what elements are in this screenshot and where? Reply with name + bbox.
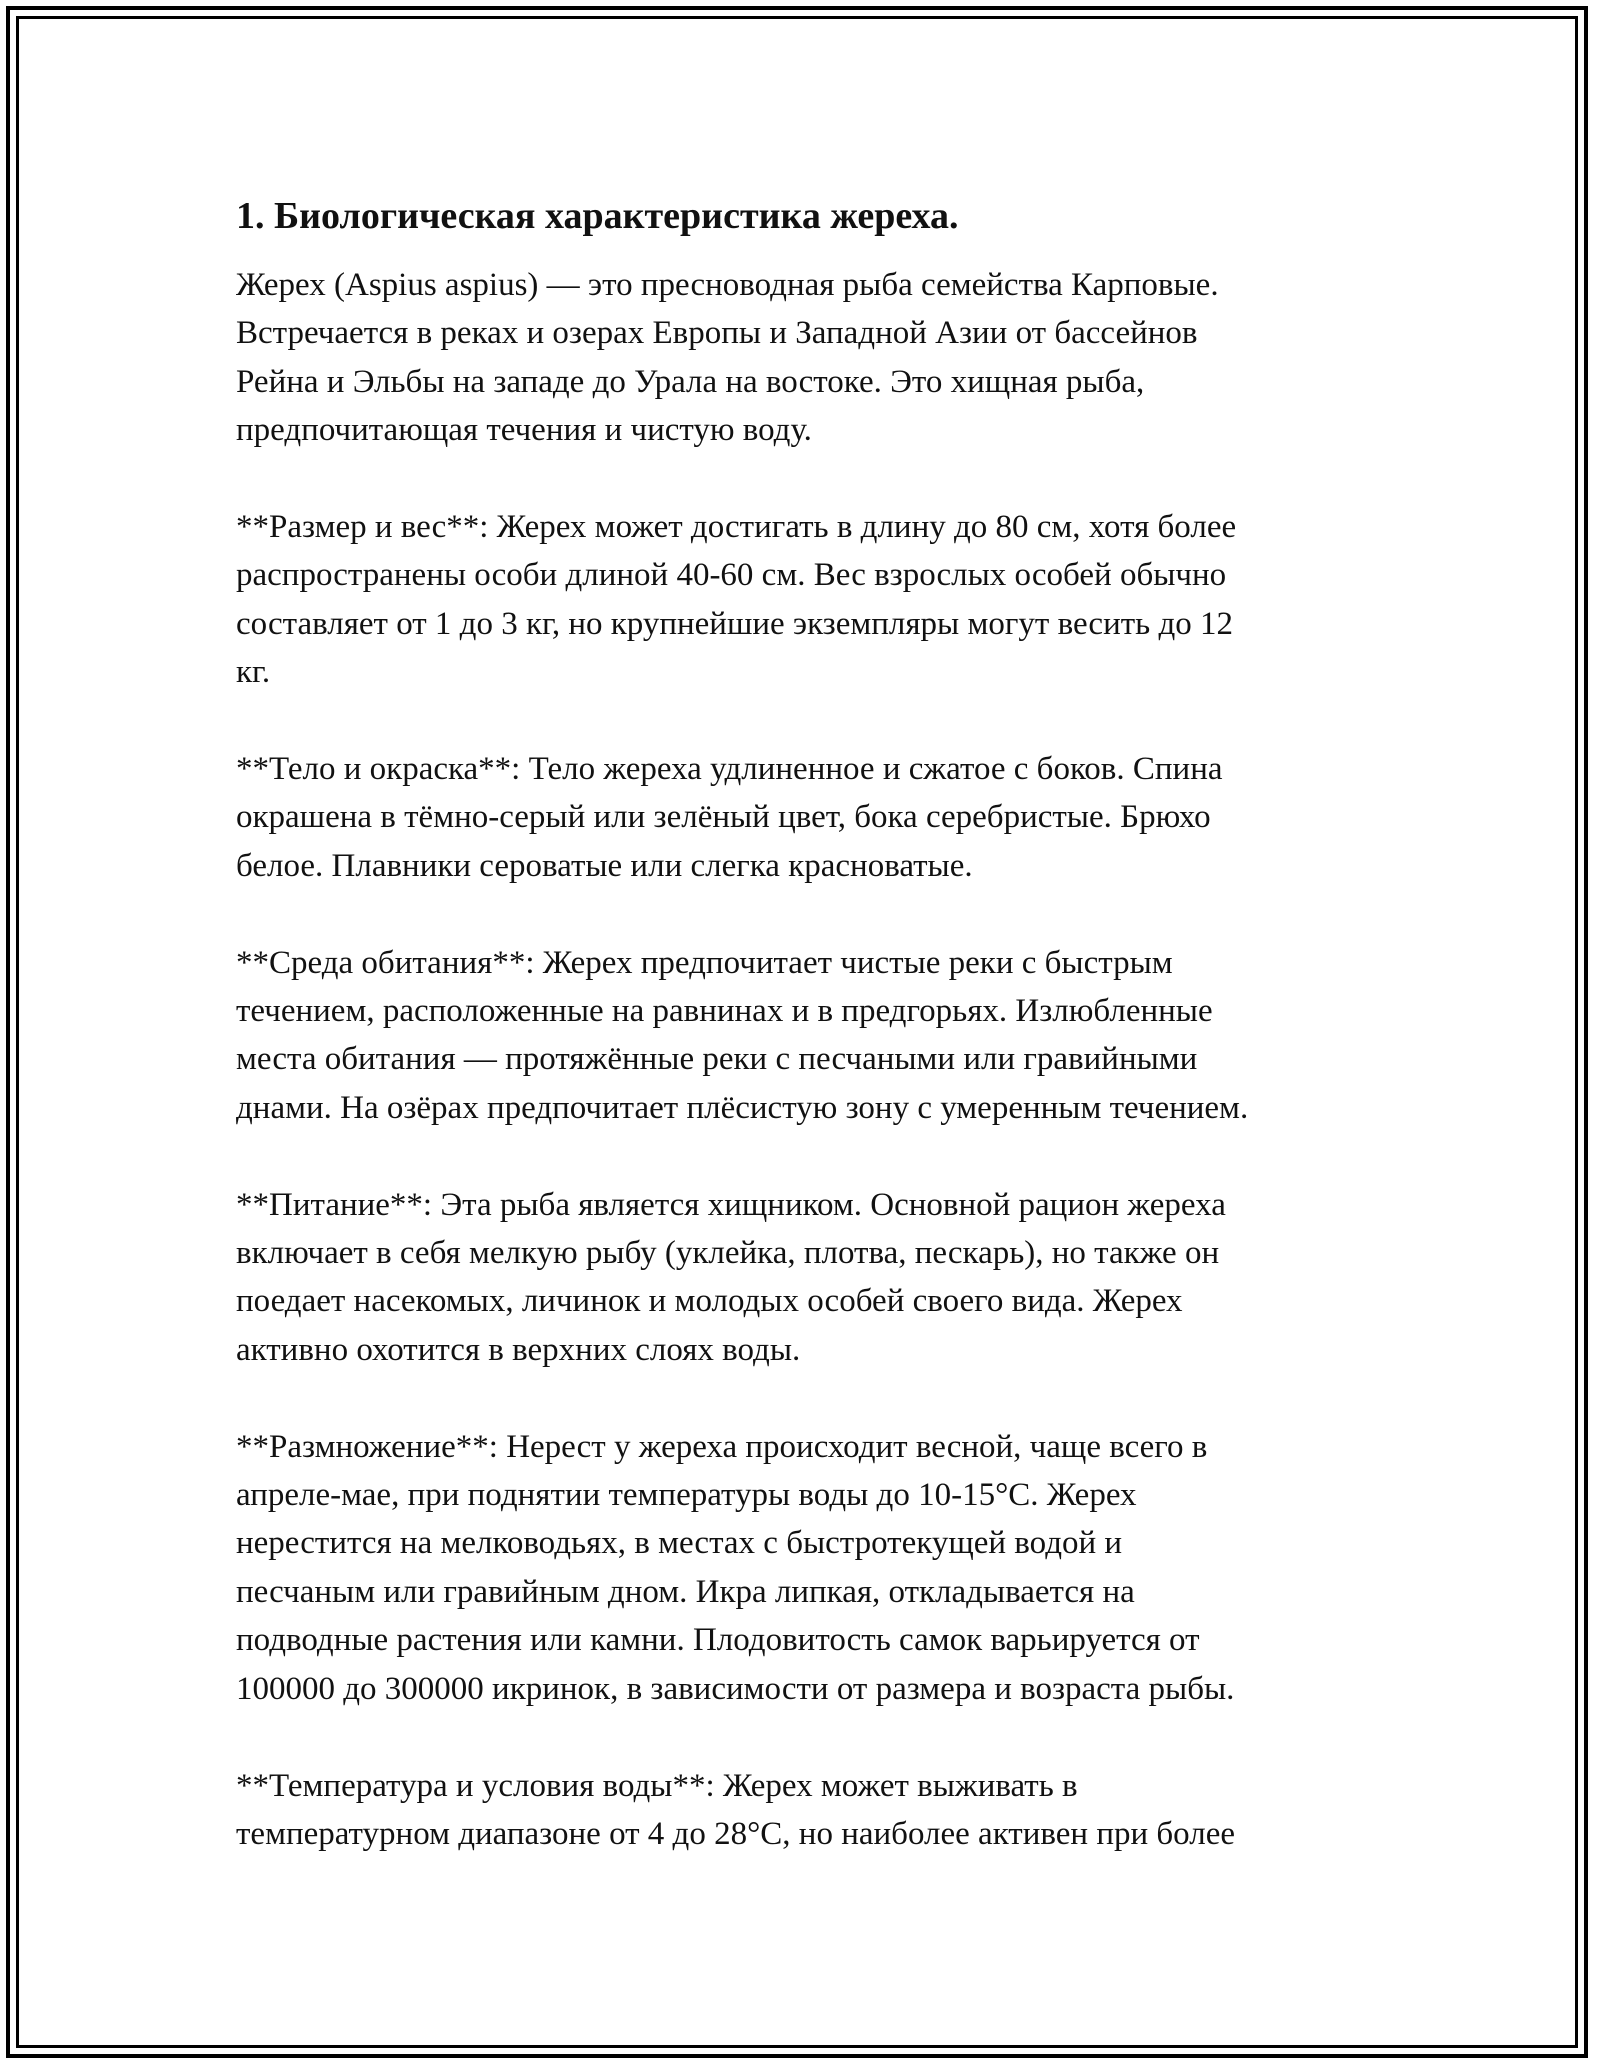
paragraph-reproduction: **Размножение**: Нерест у жереха происходит весной, чаще всего в апреле-мае, при поднятии температуры воды до 10-15°С. Жерех нерестится на мелководьях, в местах с быстротекущей водой и песчаным или гравийным дном. Икра липкая, откладывается на подводные растения или камни. Плодовитость самок варьируется от 100000 до 300000 икринок, в зависимости от размера и возраста рыбы. <box>236 1428 1235 1707</box>
document-page <box>236 188 1376 1907</box>
paragraph-size-weight: **Размер и вес**: Жерех может достигать в длину до 80 см, хотя более распространены особи длиной 40-60 см. Вес взрослых особей обычно составляет от 1 до 3 кг, но крупнейшие экземпляры могут весить до 12 кг. <box>236 509 1237 691</box>
section-heading: 1. Биологическая характеристика жереха. <box>236 195 959 237</box>
paragraph-temperature: **Температура и условия воды**: Жерех может выживать в температурном диапазоне от 4 до 28°С, но наиболее активен при более <box>236 1767 1236 1852</box>
paragraph-intro: Жерех (Aspius aspius) — это пресноводная рыба семейства Карповые. Встречается в реках и озерах Европы и Западной Азии от бассейнов Рейна и Эльбы на западе до Урала на востоке. Это хищная рыба, предпочитающая течения и чистую воду. <box>236 267 1219 449</box>
paragraph-diet: **Питание**: Эта рыба является хищником. Основной рацион жереха включает в себя мелкую рыбу (уклейка, плотва, пескарь), но также он поедает насекомых, личинок и молодых особей своего вида. Жерех активно охотится в верхних слоях воды. <box>236 1186 1226 1368</box>
paragraph-habitat: **Среда обитания**: Жерех предпочитает чистые реки с быстрым течением, расположенные на равнинах и в предгорьях. Излюбленные места обитания — протяжённые реки с песчаными или гравийными днами. На озёрах предпочитает плёсистую зону с умеренным течением. <box>236 944 1249 1126</box>
paragraph-body-coloring: **Тело и окраска**: Тело жереха удлиненное и сжатое с боков. Спина окрашена в тёмно-серый или зелёный цвет, бока серебристые. Брюхо белое. Плавники сероватые или слегка красноватые. <box>236 751 1223 884</box>
